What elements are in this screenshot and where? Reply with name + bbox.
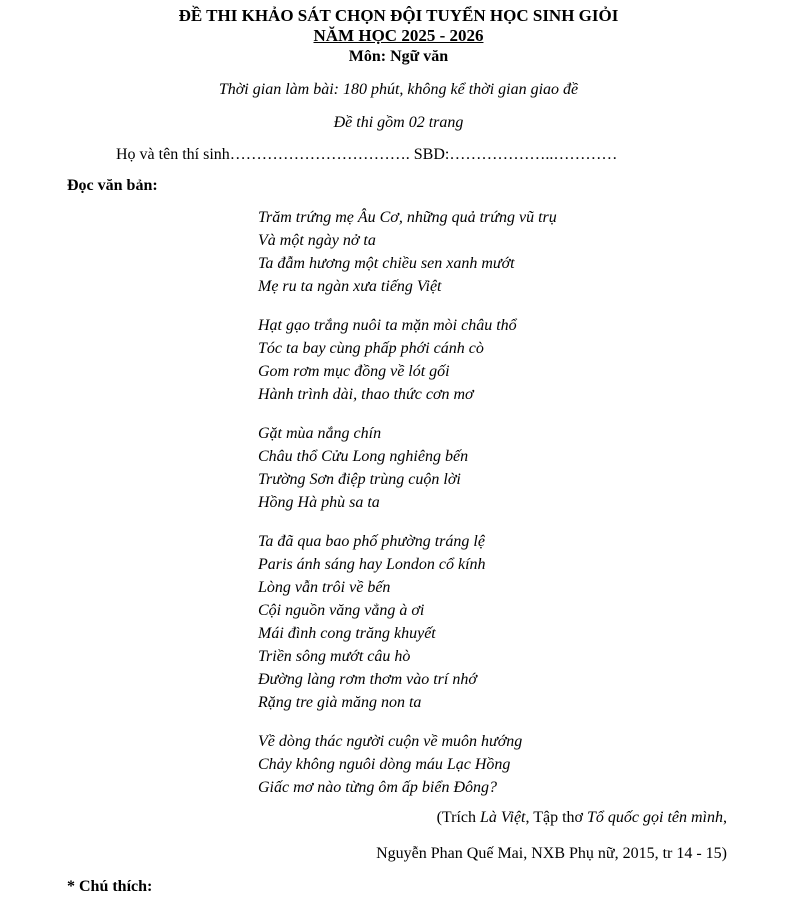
source-suffix: , [723,809,727,826]
exam-title: ĐỀ THI KHẢO SÁT CHỌN ĐỘI TUYỂN HỌC SINH GIỎI [178,6,619,25]
candidate-info-line [116,145,617,165]
poem-line: Đường làng rơm thơm vào trí nhớ [258,671,477,688]
poem-line: Và một ngày nở ta [258,232,376,249]
poem-line: Cội nguồn văng vẳng à ơi [258,602,425,619]
poem-line: Tóc ta bay cùng phấp phới cánh cò [258,340,484,357]
poem-line: Giấc mơ nào từng ôm ấp biển Đông? [258,779,498,796]
poem-line: Gom rơm mục đồng về lót gối [258,363,450,380]
reading-heading: Đọc văn bản: [67,177,158,194]
poem-line: Châu thổ Cửu Long nghiêng bến [258,448,469,465]
source-mid: , Tập thơ [525,809,587,826]
poem-stanza [258,206,557,298]
poem-line: Triền sông mướt câu hò [258,648,411,665]
poem-line: Trường Sơn điệp trùng cuộn lời [258,471,461,488]
source-citation-line2: Nguyễn Phan Quế Mai, NXB Phụ nữ, 2015, tr 14 - 15) [376,845,727,862]
notes-heading: * Chú thích: [67,878,153,895]
poem-stanza [258,730,557,799]
poem-line: Lòng vẫn trôi về bến [258,579,391,596]
candidate-sbd-label: SBD:………………..………… [413,146,618,163]
poem-line: Hồng Hà phù sa ta [258,494,380,511]
poem-line: Gặt mùa nắng chín [258,425,382,442]
page-count: Đề thi gồm 02 trang [333,114,464,131]
source-citation-line1 [437,808,727,828]
poem-line: Chảy không nguôi dòng máu Lạc Hồng [258,756,511,773]
poem-line: Mẹ ru ta ngàn xưa tiếng Việt [258,278,442,295]
subject-label: Môn: Ngữ văn [348,48,449,65]
poem [258,206,557,799]
poem-line: Paris ánh sáng hay London cổ kính [258,556,486,573]
poem-line: Mái đình cong trăng khuyết [258,625,436,642]
poem-line: Hạt gạo trắng nuôi ta mặn mòi châu thổ [258,317,517,334]
poem-stanza [258,422,557,514]
poem-stanza [258,530,557,714]
poem-line: Ta đã qua bao phố phường tráng lệ [258,533,485,550]
poem-line: Rặng tre già măng non ta [258,694,422,711]
source-collection-title: Tổ quốc gọi tên mình [587,809,723,826]
time-limit: Thời gian làm bài: 180 phút, không kể thời gian giao đề [218,81,579,98]
poem-stanza [258,314,557,406]
source-poem-title: Là Việt [480,809,526,826]
school-year: NĂM HỌC 2025 - 2026 [313,26,484,45]
poem-line: Hành trình dài, thao thức cơn mơ [258,386,474,403]
poem-line: Trăm trứng mẹ Âu Cơ, những quả trứng vũ trụ [258,209,557,226]
poem-line: Ta đẫm hương một chiều sen xanh mướt [258,255,515,272]
poem-line: Về dòng thác người cuộn về muôn hướng [258,733,523,750]
candidate-name-label: Họ và tên thí sinh……………………………. [116,146,410,163]
source-prefix: (Trích [436,809,481,826]
